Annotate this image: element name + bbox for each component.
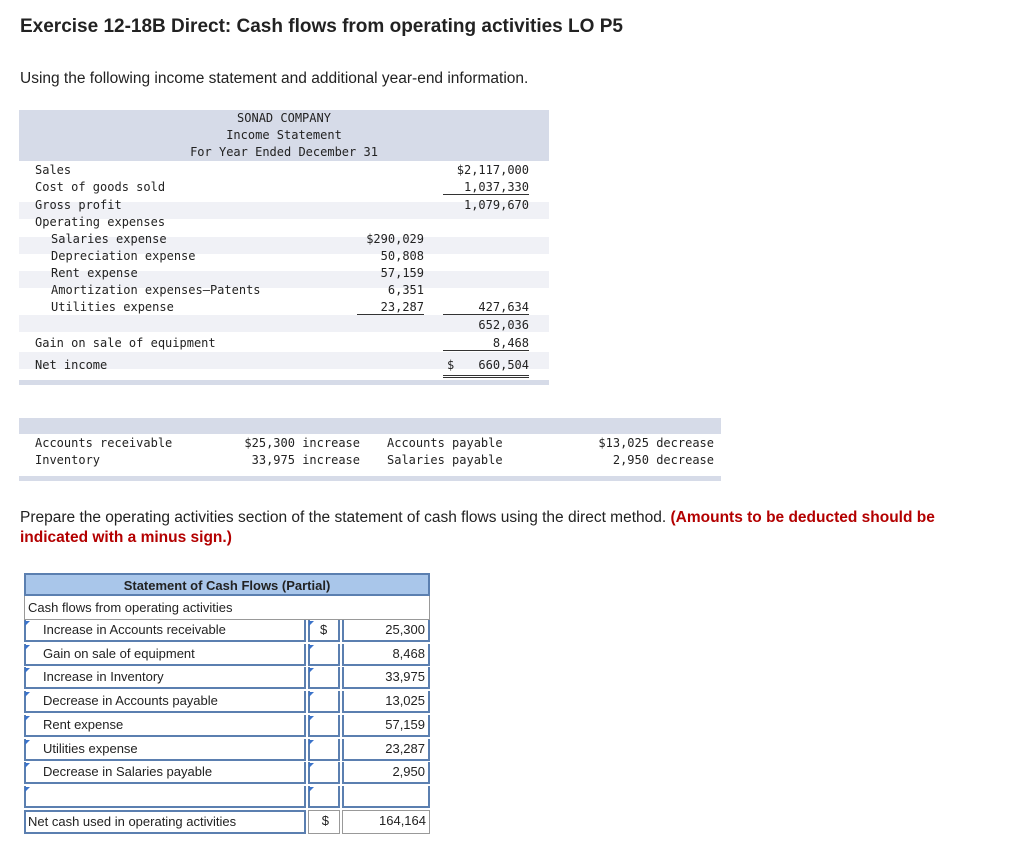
input-marker-icon: [309, 645, 314, 650]
rent-label: Rent expense: [51, 266, 138, 280]
utilities-label: Utilities expense: [51, 300, 174, 314]
row-amount-input[interactable]: 23,287: [342, 739, 430, 761]
total-label: Net cash used in operating activities: [24, 810, 306, 834]
row-amount-input[interactable]: 25,300: [342, 620, 430, 642]
ar-value: $25,300 increase: [244, 436, 360, 450]
dropdown-marker-icon: [25, 787, 30, 792]
dropdown-marker-icon: [25, 621, 30, 626]
row-amount-input[interactable]: 8,468: [342, 644, 430, 666]
gross-profit-value: 1,079,670: [463, 198, 529, 212]
sales-label: Sales: [35, 163, 72, 177]
cash-flow-row: [24, 715, 430, 739]
salaries-value: $290,029: [366, 232, 424, 246]
amortization-value: 6,351: [387, 283, 424, 297]
input-marker-icon: [309, 763, 314, 768]
income-statement: [19, 110, 549, 392]
intro-text: Using the following income statement and additional year-end information.: [20, 70, 529, 87]
depreciation-value: 50,808: [380, 249, 424, 263]
depreciation-label: Depreciation expense: [51, 249, 196, 263]
row-amount-input[interactable]: 2,950: [342, 762, 430, 784]
row-dollar: $: [308, 620, 340, 642]
input-marker-icon: [309, 621, 314, 626]
rent-value: 57,159: [380, 266, 424, 280]
row-amount-input[interactable]: 13,025: [342, 691, 430, 713]
row-label-input[interactable]: Rent expense: [24, 715, 306, 737]
company-name: SONAD COMPANY: [237, 111, 331, 125]
row-label-input[interactable]: Decrease in Accounts payable: [24, 691, 306, 713]
dropdown-marker-icon: [25, 716, 30, 721]
row-label-input[interactable]: Utilities expense: [24, 739, 306, 761]
amortization-label: Amortization expenses—Patents: [51, 283, 261, 297]
input-marker-icon: [309, 692, 314, 697]
input-marker-icon: [309, 716, 314, 721]
salaries-payable-label: Salaries payable: [387, 453, 503, 467]
cogs-value: 1,037,330: [443, 180, 529, 195]
row-amount-input[interactable]: 57,159: [342, 715, 430, 737]
instructions: [20, 508, 1000, 548]
gain-value: 8,468: [443, 336, 529, 351]
section-label: Cash flows from operating activities: [24, 596, 430, 620]
salaries-label: Salaries expense: [51, 232, 167, 246]
section-row: [24, 596, 430, 620]
additional-info: [19, 418, 721, 482]
inventory-label: Inventory: [35, 453, 101, 467]
cash-flow-row: [24, 667, 430, 691]
statement-period: For Year Ended December 31: [190, 145, 378, 159]
net-income-dollar: $: [447, 358, 455, 372]
instructions-text: Prepare the operating activities section of the statement of cash flows using the direct method.: [20, 509, 667, 526]
utilities-value: 23,287: [357, 300, 424, 315]
page-title: Exercise 12-18B Direct: Cash flows from operating activities LO P5: [20, 16, 623, 37]
opex-total-value: 427,634: [443, 300, 529, 315]
sales-value: $2,117,000: [456, 163, 529, 177]
cash-flow-row: [24, 620, 430, 644]
total-row: [24, 810, 430, 834]
instructions-note: (Amounts to be deducted should be indicated with a minus sign.): [20, 509, 935, 546]
row-label-input[interactable]: [24, 786, 306, 808]
input-marker-icon: [309, 740, 314, 745]
ar-label: Accounts receivable: [35, 436, 173, 450]
dropdown-marker-icon: [25, 645, 30, 650]
ap-value: $13,025 decrease: [598, 436, 714, 450]
net-income-value: 660,504: [478, 358, 529, 372]
cash-flow-table: [24, 573, 430, 829]
ap-label: Accounts payable: [387, 436, 503, 450]
inventory-value: 33,975 increase: [251, 453, 360, 467]
input-marker-icon: [309, 787, 314, 792]
dropdown-marker-icon: [25, 692, 30, 697]
opex-label: Operating expenses: [35, 215, 166, 229]
cash-flow-row: [24, 786, 430, 810]
salaries-payable-value: 2,950 decrease: [612, 453, 714, 467]
row-amount-input[interactable]: 33,975: [342, 667, 430, 689]
cash-flow-row: [24, 691, 430, 715]
statement-name: Income Statement: [226, 128, 342, 142]
dropdown-marker-icon: [25, 668, 30, 673]
cash-flow-row: [24, 644, 430, 668]
dropdown-marker-icon: [25, 740, 30, 745]
total-amount: 164,164: [342, 810, 430, 834]
cash-flow-title: Statement of Cash Flows (Partial): [24, 573, 430, 596]
total-dollar: $: [308, 810, 340, 834]
row-label-input[interactable]: Decrease in Salaries payable: [24, 762, 306, 784]
row-label-input[interactable]: Increase in Accounts receivable: [24, 620, 306, 642]
gain-label: Gain on sale of equipment: [35, 336, 216, 350]
row-label-input[interactable]: Increase in Inventory: [24, 667, 306, 689]
cash-flow-row: [24, 762, 430, 786]
cash-flow-row: [24, 739, 430, 763]
dropdown-marker-icon: [25, 763, 30, 768]
cogs-label: Cost of goods sold: [35, 180, 166, 194]
row-amount-input[interactable]: [342, 786, 430, 808]
net-income-label: Net income: [35, 358, 108, 372]
gross-profit-label: Gross profit: [35, 198, 122, 212]
input-marker-icon: [309, 668, 314, 673]
row-label-input[interactable]: Gain on sale of equipment: [24, 644, 306, 666]
subtotal-value: 652,036: [478, 318, 529, 332]
